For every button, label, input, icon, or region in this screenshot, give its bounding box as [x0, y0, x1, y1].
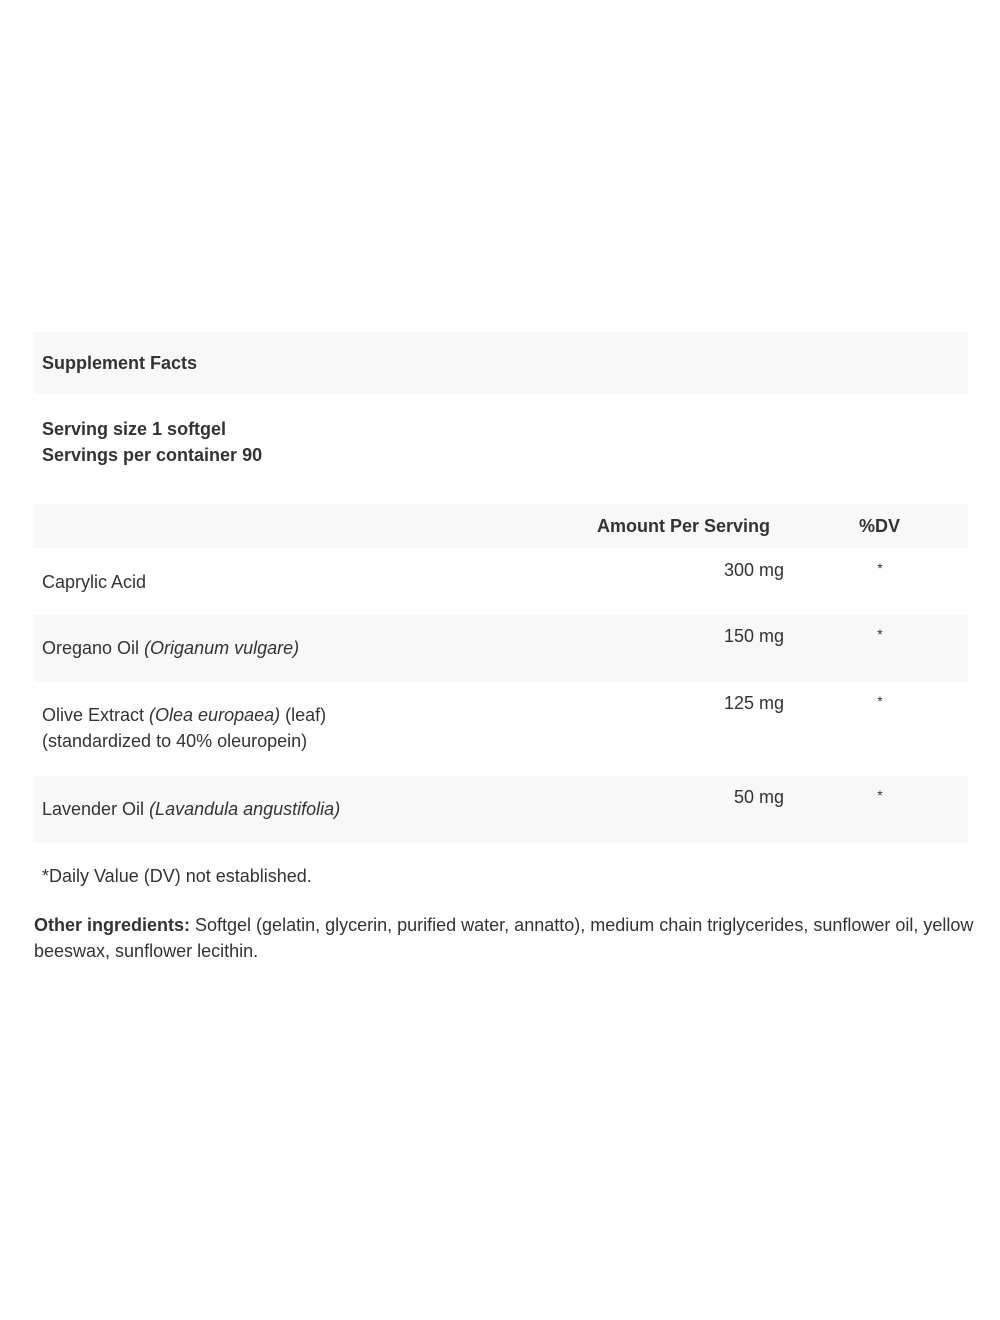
other-ingredients: [34, 912, 974, 964]
serving-info: [34, 394, 968, 504]
ingredient-amount: 50 mg: [733, 787, 784, 807]
ingredient-standardization: (standardized to 40% oleuropein): [42, 731, 308, 751]
ingredient-dv: *: [877, 787, 883, 803]
ingredient-dv: *: [877, 693, 883, 709]
ingredient-name: Caprylic Acid: [42, 572, 147, 592]
ingredient-amount: 150 mg: [723, 626, 784, 646]
other-ingredients-text: Softgel (gelatin, glycerin, purified water, annatto), medium chain triglycerides, sunflower oil, yellow beeswax, sunflower lecithin.: [34, 915, 974, 961]
ingredient-latin-name: (Lavandula angustifolia): [149, 799, 341, 819]
other-ingredients-label: Other ingredients:: [34, 915, 191, 935]
table-row-olive-extract: [34, 682, 968, 776]
table-row-oregano-oil: [34, 615, 968, 682]
servings-per-container: Servings per container 90: [42, 445, 263, 465]
supplement-facts-panel: [34, 332, 968, 843]
dv-column-header: %DV: [859, 516, 901, 536]
ingredient-name: Olive Extract (Olea europaea) (leaf) (standardized to 40% oleuropein): [42, 705, 327, 751]
ingredient-dv: *: [877, 626, 883, 642]
serving-size: Serving size 1 softgel: [42, 419, 227, 439]
table-row-caprylic-acid: [34, 548, 968, 615]
ingredient-part: (leaf): [280, 705, 327, 725]
table-row-lavender-oil: [34, 776, 968, 843]
facts-title-bar: [34, 332, 968, 394]
daily-value-footnote: *Daily Value (DV) not established.: [42, 866, 312, 886]
ingredient-name: Lavender Oil (Lavandula angustifolia): [42, 799, 341, 819]
ingredient-latin-name: (Olea europaea): [149, 705, 281, 725]
amount-column-header: Amount Per Serving: [597, 516, 771, 536]
table-header: [34, 504, 968, 548]
ingredient-amount: 300 mg: [723, 560, 784, 580]
facts-title: Supplement Facts: [42, 352, 198, 373]
ingredient-latin-name: (Origanum vulgare): [144, 638, 300, 658]
ingredient-name: Oregano Oil (Origanum vulgare): [42, 638, 300, 658]
ingredient-dv: *: [877, 560, 883, 576]
ingredient-amount: 125 mg: [723, 693, 784, 713]
